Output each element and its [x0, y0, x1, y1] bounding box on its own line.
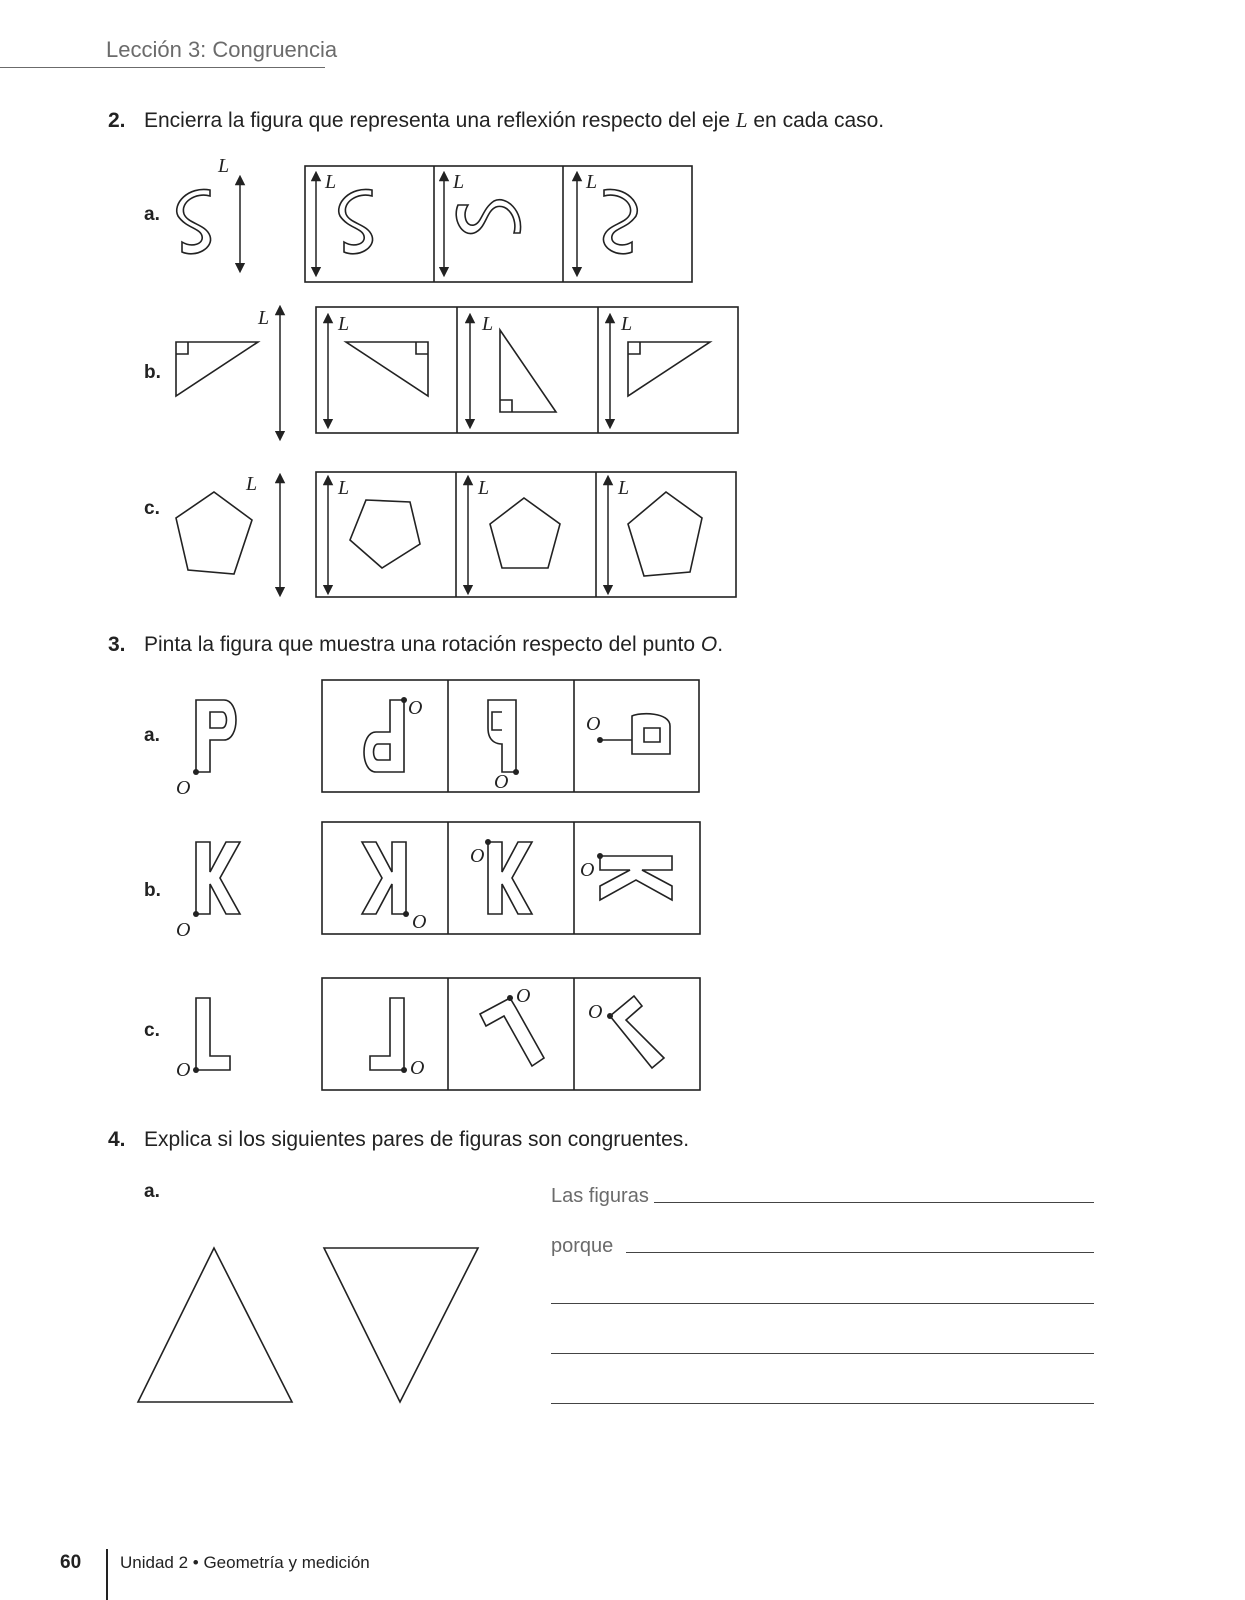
answer-line[interactable]: [551, 1353, 1094, 1354]
footer-divider: [106, 1549, 108, 1600]
svg-text:L: L: [338, 313, 350, 335]
svg-text:O: O: [412, 911, 427, 933]
svg-text:L: L: [453, 171, 465, 193]
option-group-3b: [322, 822, 700, 934]
question-text: Explica si los siguientes pares de figuras son congruentes.: [144, 1128, 690, 1151]
item-label: a.: [144, 204, 160, 225]
svg-text:O: O: [580, 859, 595, 881]
option-3a-2[interactable]: [488, 700, 519, 793]
option-3c-2[interactable]: [480, 985, 544, 1066]
triangle-pair: [0, 1230, 520, 1420]
item-label: c.: [144, 1020, 160, 1041]
option-3c-1[interactable]: [370, 998, 424, 1079]
k-figure-original: [176, 842, 240, 941]
svg-text:L: L: [478, 477, 490, 499]
svg-text:L: L: [325, 171, 337, 193]
svg-text:O: O: [408, 697, 423, 719]
page-header-title: Lección 3: Congruencia: [106, 37, 338, 62]
answer-line[interactable]: [626, 1252, 1094, 1253]
answer-prompt-figures: Las figuras: [551, 1185, 649, 1207]
answer-line[interactable]: [551, 1303, 1094, 1304]
svg-text:L: L: [621, 313, 633, 335]
svg-text:O: O: [586, 713, 601, 735]
option-group-3c: [322, 978, 700, 1090]
item-label: b.: [144, 362, 161, 383]
option-3c-3[interactable]: [588, 996, 664, 1068]
axis-symbol: L: [735, 108, 748, 132]
answer-line[interactable]: [551, 1403, 1094, 1404]
item-label: a.: [144, 1181, 160, 1202]
footer-unit-text: Unidad 2 • Geometría y medición: [120, 1553, 370, 1572]
triangle-inverted: [324, 1248, 478, 1402]
svg-text:L: L: [482, 313, 494, 335]
svg-text:L: L: [258, 307, 270, 329]
question-text-end: .: [717, 633, 724, 656]
svg-text:L: L: [338, 477, 350, 499]
item-label: b.: [144, 880, 161, 901]
question-text-end: en cada caso.: [747, 109, 885, 132]
svg-text:O: O: [470, 845, 485, 867]
svg-text:O: O: [176, 919, 191, 941]
svg-text:O: O: [588, 1001, 603, 1023]
page-number: 60: [60, 1552, 82, 1573]
item-label: c.: [144, 498, 160, 519]
option-3b-3[interactable]: [580, 853, 672, 900]
svg-text:O: O: [176, 1059, 191, 1081]
question-number: 3.: [108, 633, 126, 656]
question-text-start: Pinta la figura que muestra una rotación respecto del punto: [144, 633, 701, 656]
axis-label: L: [218, 155, 230, 177]
svg-text:O: O: [176, 777, 191, 799]
question-number: 4.: [108, 1128, 126, 1151]
option-3a-3[interactable]: [586, 713, 670, 754]
answer-prompt-because: porque: [551, 1235, 614, 1257]
svg-text:O: O: [494, 771, 509, 793]
question-4: [108, 1128, 689, 1152]
svg-text:L: L: [586, 171, 598, 193]
answer-line[interactable]: [654, 1202, 1094, 1203]
option-3b-1[interactable]: [362, 842, 426, 933]
point-symbol: O: [700, 633, 718, 656]
svg-text:L: L: [618, 477, 630, 499]
svg-text:O: O: [410, 1057, 425, 1079]
svg-text:O: O: [516, 985, 531, 1007]
question-text-start: Encierra la figura que representa una reflexión respecto del eje: [144, 109, 736, 132]
option-3b-2[interactable]: [470, 839, 532, 914]
question-number: 2.: [108, 109, 126, 132]
l-figure-original: [176, 998, 230, 1081]
p-figure-original: [176, 700, 236, 799]
item-label: a.: [144, 725, 160, 746]
option-3a-1[interactable]: [364, 697, 422, 772]
triangle-upright: [138, 1248, 292, 1402]
option-group-3a: [322, 680, 699, 793]
svg-text:L: L: [246, 473, 258, 495]
